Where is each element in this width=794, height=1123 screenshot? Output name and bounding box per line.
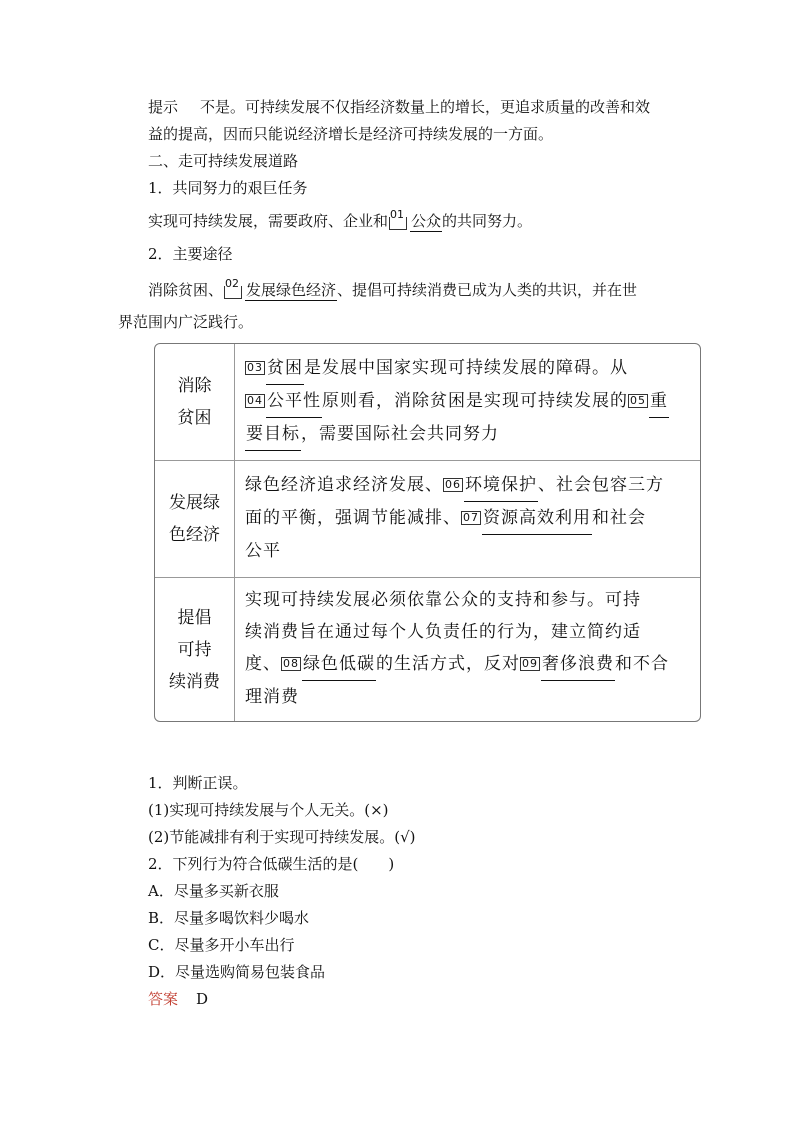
blank-answer-08: 绿色低碳 [302,648,376,681]
blank-number-06: 06 [445,478,461,491]
sub2-text [148,277,638,301]
blank-answer-02: 发展绿色经济 [246,281,337,299]
blank-number-05: 05 [630,393,646,407]
sub1-text-b: 的共同努力。 [442,212,533,230]
blank-number-04: 04 [247,393,263,407]
question-2: 2．下列行为符合低碳生活的是( ) [148,855,395,873]
hint-text-1: 不是。可持续发展不仅指经济数量上的增长，更追求质量的改善和效 [200,98,651,116]
table-row [155,460,700,577]
blank-answer-05a: 重 [649,385,669,418]
sub1-title: 1．共同努力的艰巨任务 [148,179,308,197]
blank-number-02: 02 [223,280,243,300]
question-1b: (2)节能减排有利于实现可持续发展。(√) [148,828,416,846]
answer-value: D [196,990,209,1008]
row-body: 03 贫困是发展中国家实现可持续发展的障碍。从 04 公平性原则看，消除贫困是实现可持续发展的 05 重 要目标，需要国际社会共同努力 [235,344,700,460]
hint-line-2: 益的提高，因而只能说经济增长是经济可持续发展的一方面。 [148,125,554,143]
blank-answer-04: 公平性 [266,385,322,418]
sub2-text-b: 、提倡可持续消费已成为人类的共识，并在世 [337,281,638,299]
question-1: 1．判断正误。 [148,774,248,792]
row-head: 发展绿 色经济 [155,460,235,577]
row-head: 提倡 可持 续消费 [155,577,235,721]
question-1a: (1)实现可持续发展与个人无关。(×) [148,801,389,819]
option-a: A．尽量多买新衣服 [148,882,279,900]
option-c: C．尽量多开小车出行 [148,936,295,954]
sub2-title: 2．主要途径 [148,245,233,263]
table-row [155,344,700,460]
section-title: 二、走可持续发展道路 [148,152,299,170]
answer-line [148,989,208,1009]
blank-number-09: 09 [522,657,538,670]
row-body: 实现可持续发展必须依靠公众的支持和参与。可持 续消费旨在通过每个人负责任的行为，建立简约适 度、 08 绿色低碳的生活方式，反对 09 奢侈浪费和不合 理消费 [235,577,700,721]
table-row [155,577,700,721]
option-d: D．尽量选购简易包装食品 [148,963,326,981]
blank-number-01: 01 [388,211,408,231]
blank-number-08: 08 [283,657,299,670]
sub2-text-c: 界范围内广泛践行。 [118,313,254,331]
sub2-text-a: 消除贫困、 [148,281,224,299]
blank-number-07: 07 [463,511,479,524]
blank-answer-01: 公众 [411,212,442,230]
blank-answer-05b: 要目标 [245,418,301,451]
row-body: 绿色经济追求经济发展、 06 环境保护、社会包容三方 面的平衡，强调节能减排、 07 资源高效利用和社会 公平 [235,460,700,577]
sub1-text [148,208,533,232]
blank-answer-07: 资源高效利用 [482,502,592,535]
row-head: 消除 贫困 [155,344,235,460]
blank-answer-09: 奢侈浪费 [541,648,615,681]
answer-label: 答案 [148,990,179,1008]
hint-line-1 [148,97,650,117]
pathways-table [154,343,701,722]
blank-answer-03: 贫困 [266,352,304,385]
hint-label: 提示 [148,98,179,116]
blank-answer-06: 环境保护 [464,469,538,502]
option-b: B．尽量多喝饮料少喝水 [148,909,310,927]
blank-number-03: 03 [247,360,263,374]
sub1-text-a: 实现可持续发展，需要政府、企业和 [148,212,389,230]
